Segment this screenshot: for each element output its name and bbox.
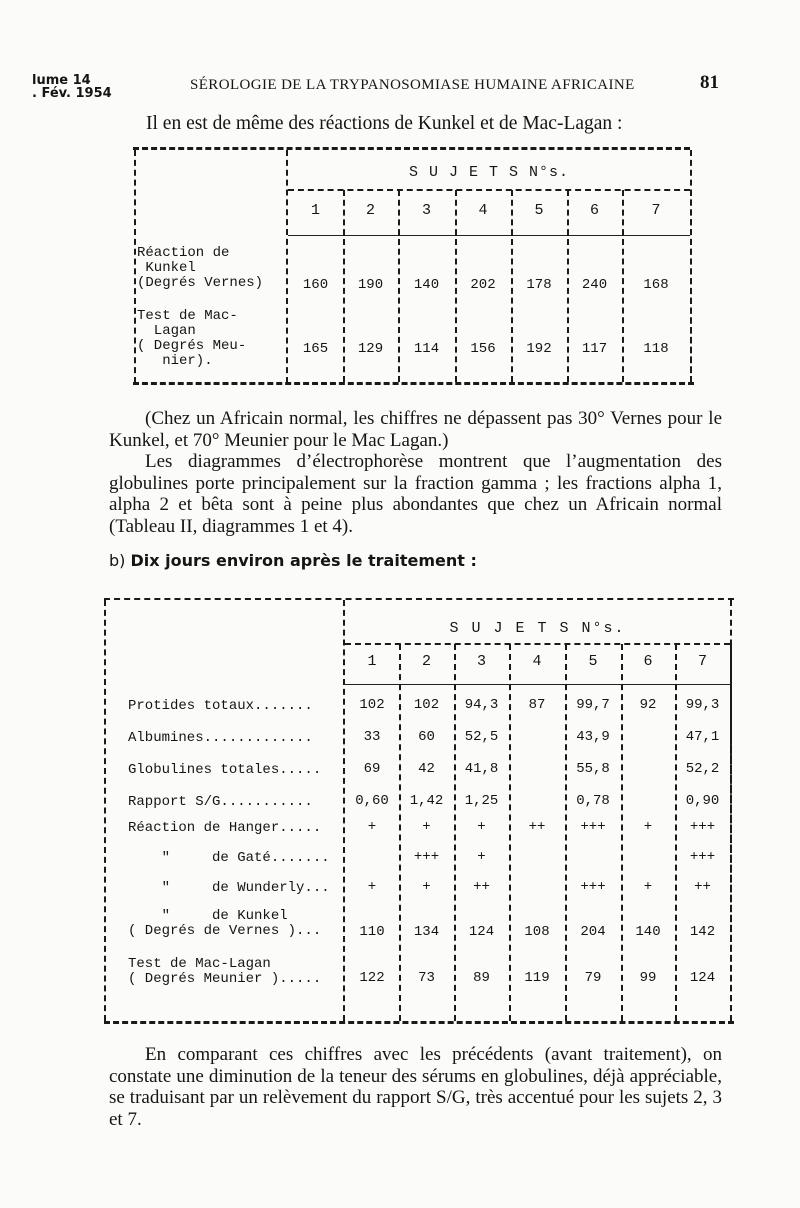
table-cell: 102 bbox=[413, 697, 440, 713]
table-cell: 122 bbox=[359, 970, 385, 986]
table-cell: + bbox=[477, 849, 486, 865]
row-label: " de Gaté....... bbox=[128, 850, 330, 866]
row-label: Albumines............. bbox=[128, 730, 313, 746]
table-cell: 69 bbox=[363, 761, 381, 777]
subject-number: 7 bbox=[651, 202, 661, 219]
subject-number: 5 bbox=[588, 653, 598, 670]
table-cell: 43,9 bbox=[576, 729, 610, 745]
table-cell: +++ bbox=[689, 819, 716, 835]
table-cell: 165 bbox=[302, 341, 329, 357]
table-cell: 1,42 bbox=[409, 793, 444, 809]
table-cell: + bbox=[367, 879, 377, 895]
table-cell: 94,3 bbox=[464, 697, 499, 713]
table-cell: 0,78 bbox=[576, 793, 610, 809]
table-cell: 117 bbox=[581, 341, 608, 357]
table-cell: 192 bbox=[526, 341, 552, 357]
table-cell: 240 bbox=[581, 277, 608, 293]
table-cell: 87 bbox=[528, 697, 546, 713]
paragraph-normal-values bbox=[109, 408, 722, 451]
page-number: 81 bbox=[700, 72, 719, 93]
table-cell: 73 bbox=[418, 970, 435, 986]
subject-number: 5 bbox=[534, 202, 544, 219]
table-cell: 178 bbox=[526, 277, 552, 293]
row-label: Rapport S/G........... bbox=[128, 794, 313, 810]
subject-number: 4 bbox=[478, 202, 488, 219]
volume-info bbox=[32, 74, 112, 100]
table-cell: + bbox=[477, 819, 486, 835]
subject-number: 7 bbox=[697, 653, 707, 670]
table-cell: 118 bbox=[643, 341, 669, 357]
table-cell: +++ bbox=[413, 849, 440, 865]
table-cell: 124 bbox=[689, 970, 716, 986]
subject-number: 1 bbox=[310, 202, 320, 219]
table-cell: 99,7 bbox=[576, 697, 610, 713]
table-cell: + bbox=[367, 819, 377, 835]
column-separator bbox=[730, 644, 732, 1021]
table-cell: 129 bbox=[357, 341, 384, 357]
table-cell: ++ bbox=[473, 879, 490, 895]
row-label: " de Kunkel ( Degrés de Vernes )... bbox=[128, 908, 322, 939]
subject-number: 2 bbox=[365, 202, 375, 219]
table-cell: 134 bbox=[413, 924, 440, 940]
paragraph-electrophoresis bbox=[109, 451, 722, 537]
table-cell: 204 bbox=[580, 924, 606, 940]
row-label: Globulines totales..... bbox=[128, 762, 322, 778]
table2-group-header: S U J E T S N°s. bbox=[449, 620, 626, 637]
column-separator bbox=[690, 190, 692, 382]
table-cell: 52,5 bbox=[464, 729, 499, 745]
table-cell: 0,60 bbox=[355, 793, 389, 809]
table-cell: 52,2 bbox=[685, 761, 720, 777]
table-cell: 60 bbox=[418, 729, 435, 745]
table-cell: ++ bbox=[694, 879, 711, 895]
volume-line-2: . Fév. 1954 bbox=[32, 86, 112, 101]
table-cell: 108 bbox=[524, 924, 550, 940]
table-cell: +++ bbox=[580, 819, 606, 835]
table-cell: 140 bbox=[413, 277, 440, 293]
row-label: Réaction de Hanger..... bbox=[128, 820, 322, 836]
table-cell: 110 bbox=[359, 924, 385, 940]
table-cell: 102 bbox=[359, 697, 385, 713]
table-cell: 47,1 bbox=[685, 729, 720, 745]
table-cell: 41,8 bbox=[464, 761, 499, 777]
table-cell: 99,3 bbox=[685, 697, 720, 713]
table-cell: 55,8 bbox=[576, 761, 610, 777]
paragraph-text: (Chez un Africain normal, les chiffres ne dépassent pas 30° Vernes pour le Kunkel, et 70° Meunier pour le Mac Lagan.) bbox=[109, 408, 722, 451]
row-label: Test de Mac-Lagan ( Degrés Meunier )..... bbox=[128, 956, 322, 987]
subject-number: 2 bbox=[421, 653, 431, 670]
intro-sentence: Il en est de même des réactions de Kunkel et de Mac-Lagan : bbox=[146, 113, 623, 134]
section-subheading bbox=[109, 551, 477, 570]
paragraph-text: Les diagrammes d’électrophorèse montrent que l’augmentation des globulines porte principalement sur la fraction gamma ; les fractions alpha 1, alpha 2 et bêta sont à peine plus abondantes que chez un Africain normal (Tableau II, diagrammes 1 et 4). bbox=[109, 451, 722, 537]
table-cell: 114 bbox=[413, 341, 440, 357]
paragraph-conclusion bbox=[109, 1044, 722, 1130]
table-cell: + bbox=[422, 819, 431, 835]
table-cell: + bbox=[422, 879, 431, 895]
subheading-letter: b) bbox=[109, 551, 126, 570]
table-cell: 168 bbox=[643, 277, 669, 293]
table-cell: 42 bbox=[418, 761, 435, 777]
table-cell: + bbox=[643, 879, 653, 895]
table-cell: 124 bbox=[468, 924, 495, 940]
subject-number: 6 bbox=[589, 202, 599, 219]
table-cell: +++ bbox=[580, 879, 606, 895]
table-cell: + bbox=[643, 819, 653, 835]
row-label: Protides totaux....... bbox=[128, 698, 313, 714]
subject-number: 3 bbox=[421, 202, 431, 219]
table1-group-header: S U J E T S N°s. bbox=[408, 164, 570, 181]
subheading-text: Dix jours environ après le traitement : bbox=[130, 551, 477, 570]
table-cell: 142 bbox=[689, 924, 716, 940]
table-cell: 0,90 bbox=[685, 793, 720, 809]
table-cell: 140 bbox=[635, 924, 661, 940]
table-cell: 190 bbox=[357, 277, 384, 293]
running-title: SÉROLOGIE DE LA TRYPANOSOMIASE HUMAINE AFRICAINE bbox=[190, 77, 635, 93]
row-label: Test de Mac- Lagan ( Degrés Meu- nier). bbox=[137, 308, 247, 369]
table-cell: 92 bbox=[639, 697, 657, 713]
subject-number: 3 bbox=[476, 653, 486, 670]
subject-number: 6 bbox=[643, 653, 653, 670]
volume-line-1: lume 14 bbox=[32, 73, 91, 88]
table-cell: 156 bbox=[470, 341, 496, 357]
table-cell: 89 bbox=[473, 970, 490, 986]
row-label: " de Wunderly... bbox=[128, 880, 330, 896]
table-cell: 1,25 bbox=[464, 793, 499, 809]
table-cell: +++ bbox=[689, 849, 716, 865]
table-cell: 119 bbox=[524, 970, 550, 986]
subject-number: 1 bbox=[367, 653, 377, 670]
table-cell: 160 bbox=[302, 277, 329, 293]
table-cell: ++ bbox=[528, 819, 546, 835]
paragraph-text: En comparant ces chiffres avec les précédents (avant traitement), on constate une diminution de la teneur des sérums en globulines, déjà appréciable, se traduisant par un relèvement du rapport S/G, très accentué pour les sujets 2, 3 et 7. bbox=[109, 1044, 722, 1130]
row-label: Réaction de Kunkel (Degrés Vernes) bbox=[137, 245, 264, 291]
subject-number: 4 bbox=[532, 653, 542, 670]
table-cell: 202 bbox=[470, 277, 496, 293]
table-cell: 33 bbox=[363, 729, 381, 745]
table-cell: 99 bbox=[639, 970, 657, 986]
table-cell: 79 bbox=[584, 970, 602, 986]
